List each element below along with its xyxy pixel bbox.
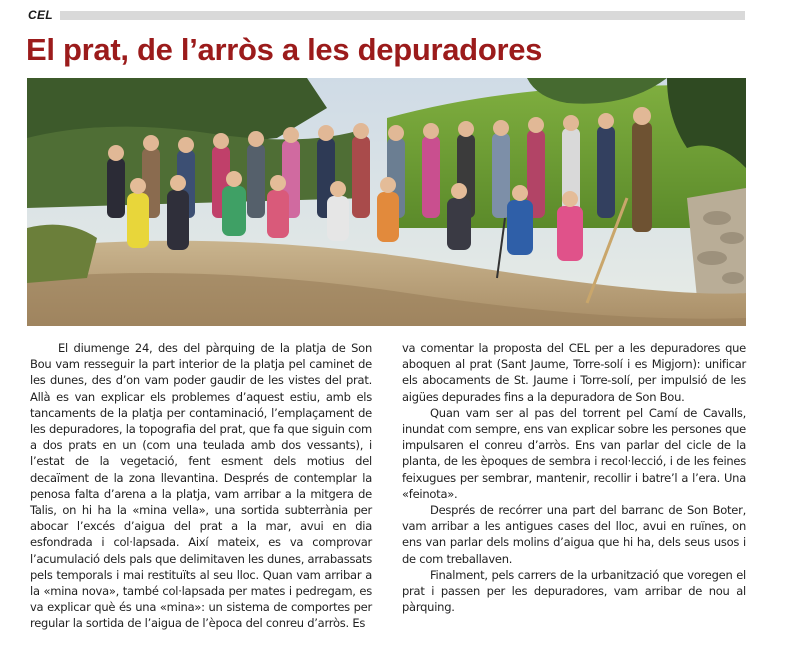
page-title: El prat, de l’arròs a les depuradores <box>26 32 543 67</box>
group-photo <box>27 78 746 326</box>
section-label: CEL <box>28 8 53 22</box>
article-paragraph: Quan vam ser al pas del torrent pel Camí de Cavalls, inundat com sempre, ens van explicar sobre les persones que impulsaren el conreu d’arròs. Ens van parlar del cicle de la planta, de les èpoques de sembra i recol·lecció, i de les feines feixugues per sembrar, mantenir, recollir i batre’l a l’era. Una «feinota». <box>402 405 746 501</box>
section-divider-bar <box>60 11 745 20</box>
article-column-right <box>402 340 746 615</box>
article-column-left <box>30 340 372 632</box>
article-paragraph: Després de recórrer una part del barranc de Son Boter, vam arribar a les antigues cases del lloc, avui en ruïnes, on ens van parlar dels molins d’aigua que hi ha, dels seus usos i de com treballaven. <box>402 503 746 566</box>
article-paragraph: va comentar la proposta del CEL per a les depuradores que aboquen al prat (Sant Jaume, Torre-solí i es Migjorn): unificar els abocaments de St. Jaume i Torre-solí, per impulsió de les aigües depurades fins a la depuradora de Son Bou. <box>402 341 746 404</box>
article-paragraph: El diumenge 24, des del pàrquing de la platja de Son Bou vam resseguir la part interior de la platja pel caminet de les dunes, des d’on vam poder gaudir de les vistes del prat. Allà es van explicar els problemes d’aquest estiu, amb els tancaments de la platja per contaminació, l’emplaçament de les depuradores, la topografia del prat, que fa que siguin com a dos prats en un (com una teulada amb dos vessants), i l’estat de la vegetació, fent esment dels motius del decaïment de la zona llevantina. Després de contemplar la penosa falta d’arena a la platja, vam arribar a la mitgera de Talis, on hi ha la «mina vella», una sortida subterrània per abocar l’excés d’aigua del prat a la mar, avui en dia esfondrada i col·lapsada. Així mateix, es va comprovar l’acumulació dels pals que delimitaven les dunes, arrabassats pels temporals i mai restituïts al seu lloc. Quan vam arribar a la «mina nova», també col·lapsada per mates i pedregam, es va explicar què és una «mina»: un sistema de comportes per regular la sortida de l’aigua de l’època del conreu d’arròs. Es <box>30 341 372 631</box>
article-paragraph: Finalment, pels carrers de la urbanització que voregen el prat i passen per les depuradores, vam arribar de nou al pàrquing. <box>402 567 746 615</box>
